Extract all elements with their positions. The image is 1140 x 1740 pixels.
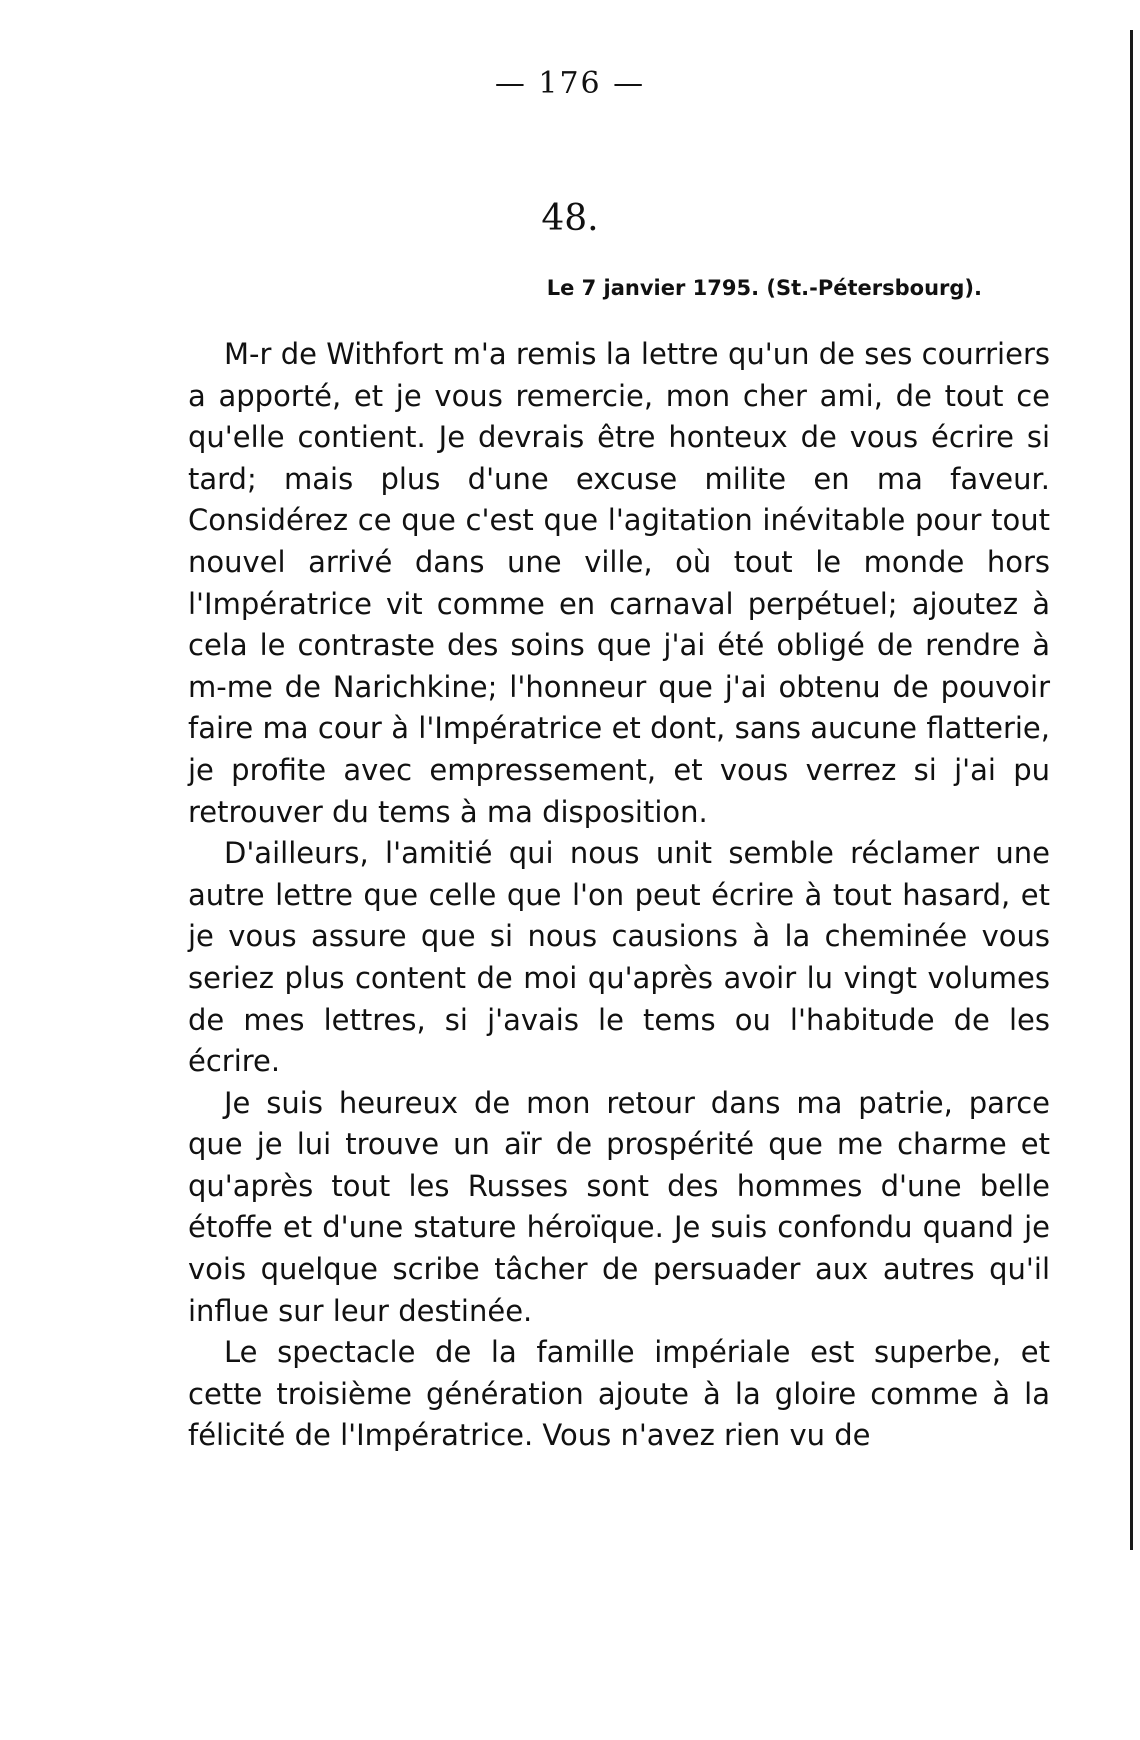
paragraph: D'ailleurs, l'amitié qui nous unit semble réclamer une autre lettre que celle que l'on peut écrire à tout hasard, et je vous assure que si nous causions à la cheminée vous seriez plus content de moi qu'après avoir lu vingt volumes de mes lettres, si j'avais le tems ou l'habitude de les écrire.	[188, 836, 1050, 1079]
page-number: — 176 —	[494, 66, 646, 101]
letter-number: 48.	[541, 198, 599, 239]
paragraph: Je suis heureux de mon retour dans ma patrie, parce que je lui trouve un aïr de prospérité que me charme et qu'après tout les Russes sont des hommes d'une belle étoffe et d'une stature héroïque. Je suis confondu quand je vois quelque scribe tâcher de persuader aux autres qu'il influe sur leur destinée.	[188, 1085, 1050, 1328]
letter-body	[188, 334, 1050, 1457]
paragraph: M-r de Withfort m'a remis la lettre qu'un de ses courriers a apporté, et je vous remercie, mon cher ami, de tout ce qu'elle contient. Je devrais être honteux de vous écrire si tard; mais plus d'une excuse milite en ma faveur. Considérez ce que c'est que l'agitation inévitable pour tout nouvel arrivé dans une ville, où tout le monde hors l'Impératrice vit comme en carnaval perpétuel; ajoutez à cela le contraste des soins que j'ai été obligé de rendre à m-me de Narichkine; l'honneur que j'ai obtenu de pouvoir faire ma cour à l'Impératrice et dont, sans aucune flatterie, je profite avec empressement, et vous verrez si j'ai pu retrouver du tems à ma disposition.	[188, 337, 1050, 829]
letter-dateline: Le 7 janvier 1795. (St.-Pétersbourg).	[546, 276, 982, 300]
paragraph: Le spectacle de la famille impériale est superbe, et cette troisième génération ajoute à la gloire comme à la félicité de l'Impératrice. Vous n'avez rien vu de	[188, 1335, 1050, 1453]
scan-edge-line	[1130, 30, 1133, 1550]
